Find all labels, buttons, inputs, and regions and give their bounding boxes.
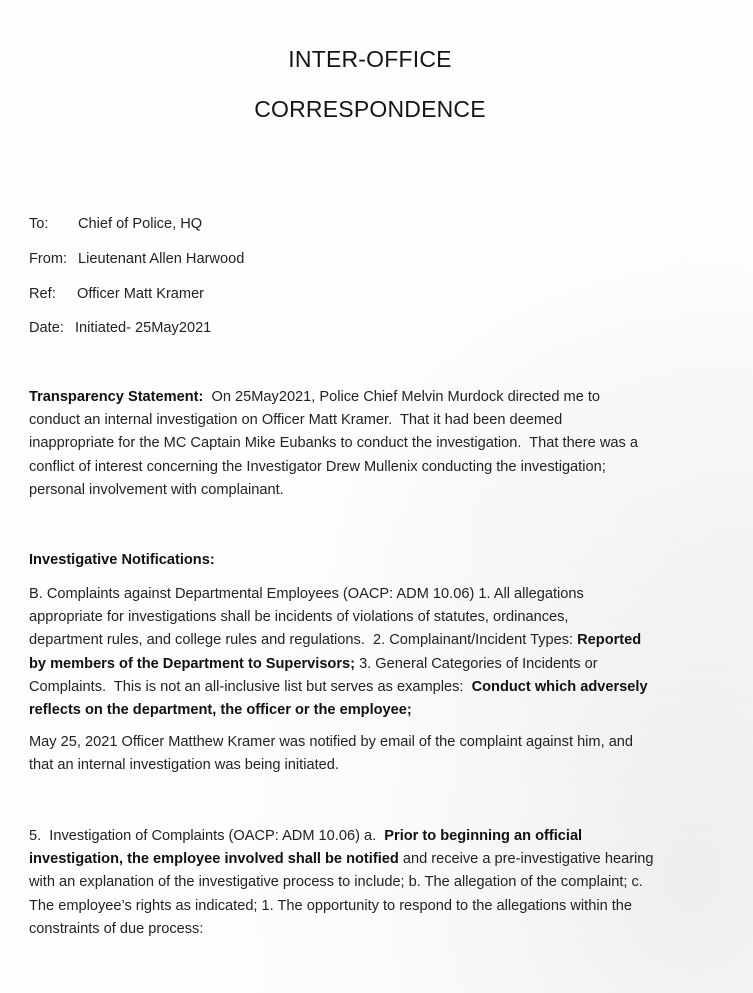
- memo-to-value: Chief of Police, HQ: [78, 216, 203, 232]
- memo-ref-value: Officer Matt Kramer: [77, 286, 205, 302]
- memo-to-row: [29, 216, 203, 232]
- investigation-line-1-text: 5. Investigation of Complaints (OACP: ADM 10.06) a.: [29, 828, 385, 844]
- complaints-line-6: [29, 699, 729, 722]
- memo-from-value: Lieutenant Allen Harwood: [78, 251, 245, 267]
- complaints-line-3-text: department rules, and college rules and regulations. 2. Complainant/Incident Types:: [29, 632, 578, 649]
- memo-to-label: To:: [29, 216, 49, 232]
- investigation-line-1-emphasis: Prior to beginning an official: [384, 828, 583, 844]
- notifications-heading: Investigative Notifications:: [29, 552, 215, 568]
- transparency-line-5: personal involvement with complainant.: [29, 481, 284, 498]
- memo-date-row: [29, 320, 212, 336]
- memo-from-label: From:: [29, 251, 68, 267]
- document-title-line-1: INTER-OFFICE: [288, 46, 452, 72]
- memo-date-value: Initiated- 25May2021: [75, 320, 212, 336]
- memo-ref-row: [29, 286, 205, 302]
- complaints-line-4-emphasis: by members of the Department to Supervisors;: [29, 655, 356, 672]
- transparency-line-1: [29, 386, 729, 409]
- investigation-line-2: [29, 848, 729, 871]
- complaints-line-5: [29, 676, 729, 699]
- complaints-line-3: [29, 629, 729, 652]
- notified-line-2: that an internal investigation was being initiated.: [29, 757, 339, 774]
- transparency-label: Transparency Statement:: [29, 389, 204, 405]
- transparency-line-4: conflict of interest concerning the Investigator Drew Mullenix conducting the investigation;: [29, 458, 606, 475]
- investigation-line-2-text: and receive a pre-investigative hearing: [398, 851, 654, 868]
- complaints-paragraph: [29, 583, 729, 722]
- transparency-text: On 25May2021, Police Chief Melvin Murdock directed me to: [203, 389, 601, 405]
- investigation-line-5: constraints of due process:: [29, 920, 204, 937]
- complaints-line-3-emphasis: Reported: [577, 632, 642, 649]
- complaints-line-4: [29, 653, 729, 676]
- complaints-line-5-text: Complaints. This is not an all-inclusive list but serves as examples:: [29, 678, 472, 695]
- investigation-line-4: The employee’s rights as indicated; 1. The opportunity to respond to the allegations within the: [29, 897, 633, 914]
- complaints-line-4-text: 3. General Categories of Incidents or: [355, 655, 598, 672]
- investigation-line-1: [29, 825, 729, 848]
- memo-from-row: [29, 251, 245, 267]
- notified-line-1: May 25, 2021 Officer Matthew Kramer was notified by email of the complaint against him, and: [29, 734, 634, 750]
- transparency-line-2: conduct an internal investigation on Officer Matt Kramer. That it had been deemed: [29, 412, 563, 429]
- complaints-line-5-emphasis: Conduct which adversely: [471, 678, 648, 695]
- memo-ref-label: Ref:: [29, 286, 56, 302]
- investigation-line-2-emphasis: investigation, the employee involved shall be notified: [29, 851, 399, 868]
- complaints-line-6-emphasis: reflects on the department, the officer or the employee;: [29, 702, 412, 719]
- investigation-paragraph: [29, 825, 729, 941]
- transparency-line-3: inappropriate for the MC Captain Mike Eubanks to conduct the investigation. That there was a: [29, 435, 638, 452]
- complaints-line-2: appropriate for investigations shall be incidents of violations of statutes, ordinances,: [29, 609, 569, 626]
- memo-date-label: Date:: [29, 320, 64, 336]
- investigation-line-3: with an explanation of the investigative process to include; b. The allegation of the complaint; c.: [29, 874, 643, 891]
- document-title-line-2: CORRESPONDENCE: [254, 96, 486, 122]
- notification-paragraph: [29, 731, 729, 777]
- transparency-statement: [29, 386, 729, 502]
- complaints-line-1: B. Complaints against Departmental Employees (OACP: ADM 10.06) 1. All allegations: [29, 586, 584, 602]
